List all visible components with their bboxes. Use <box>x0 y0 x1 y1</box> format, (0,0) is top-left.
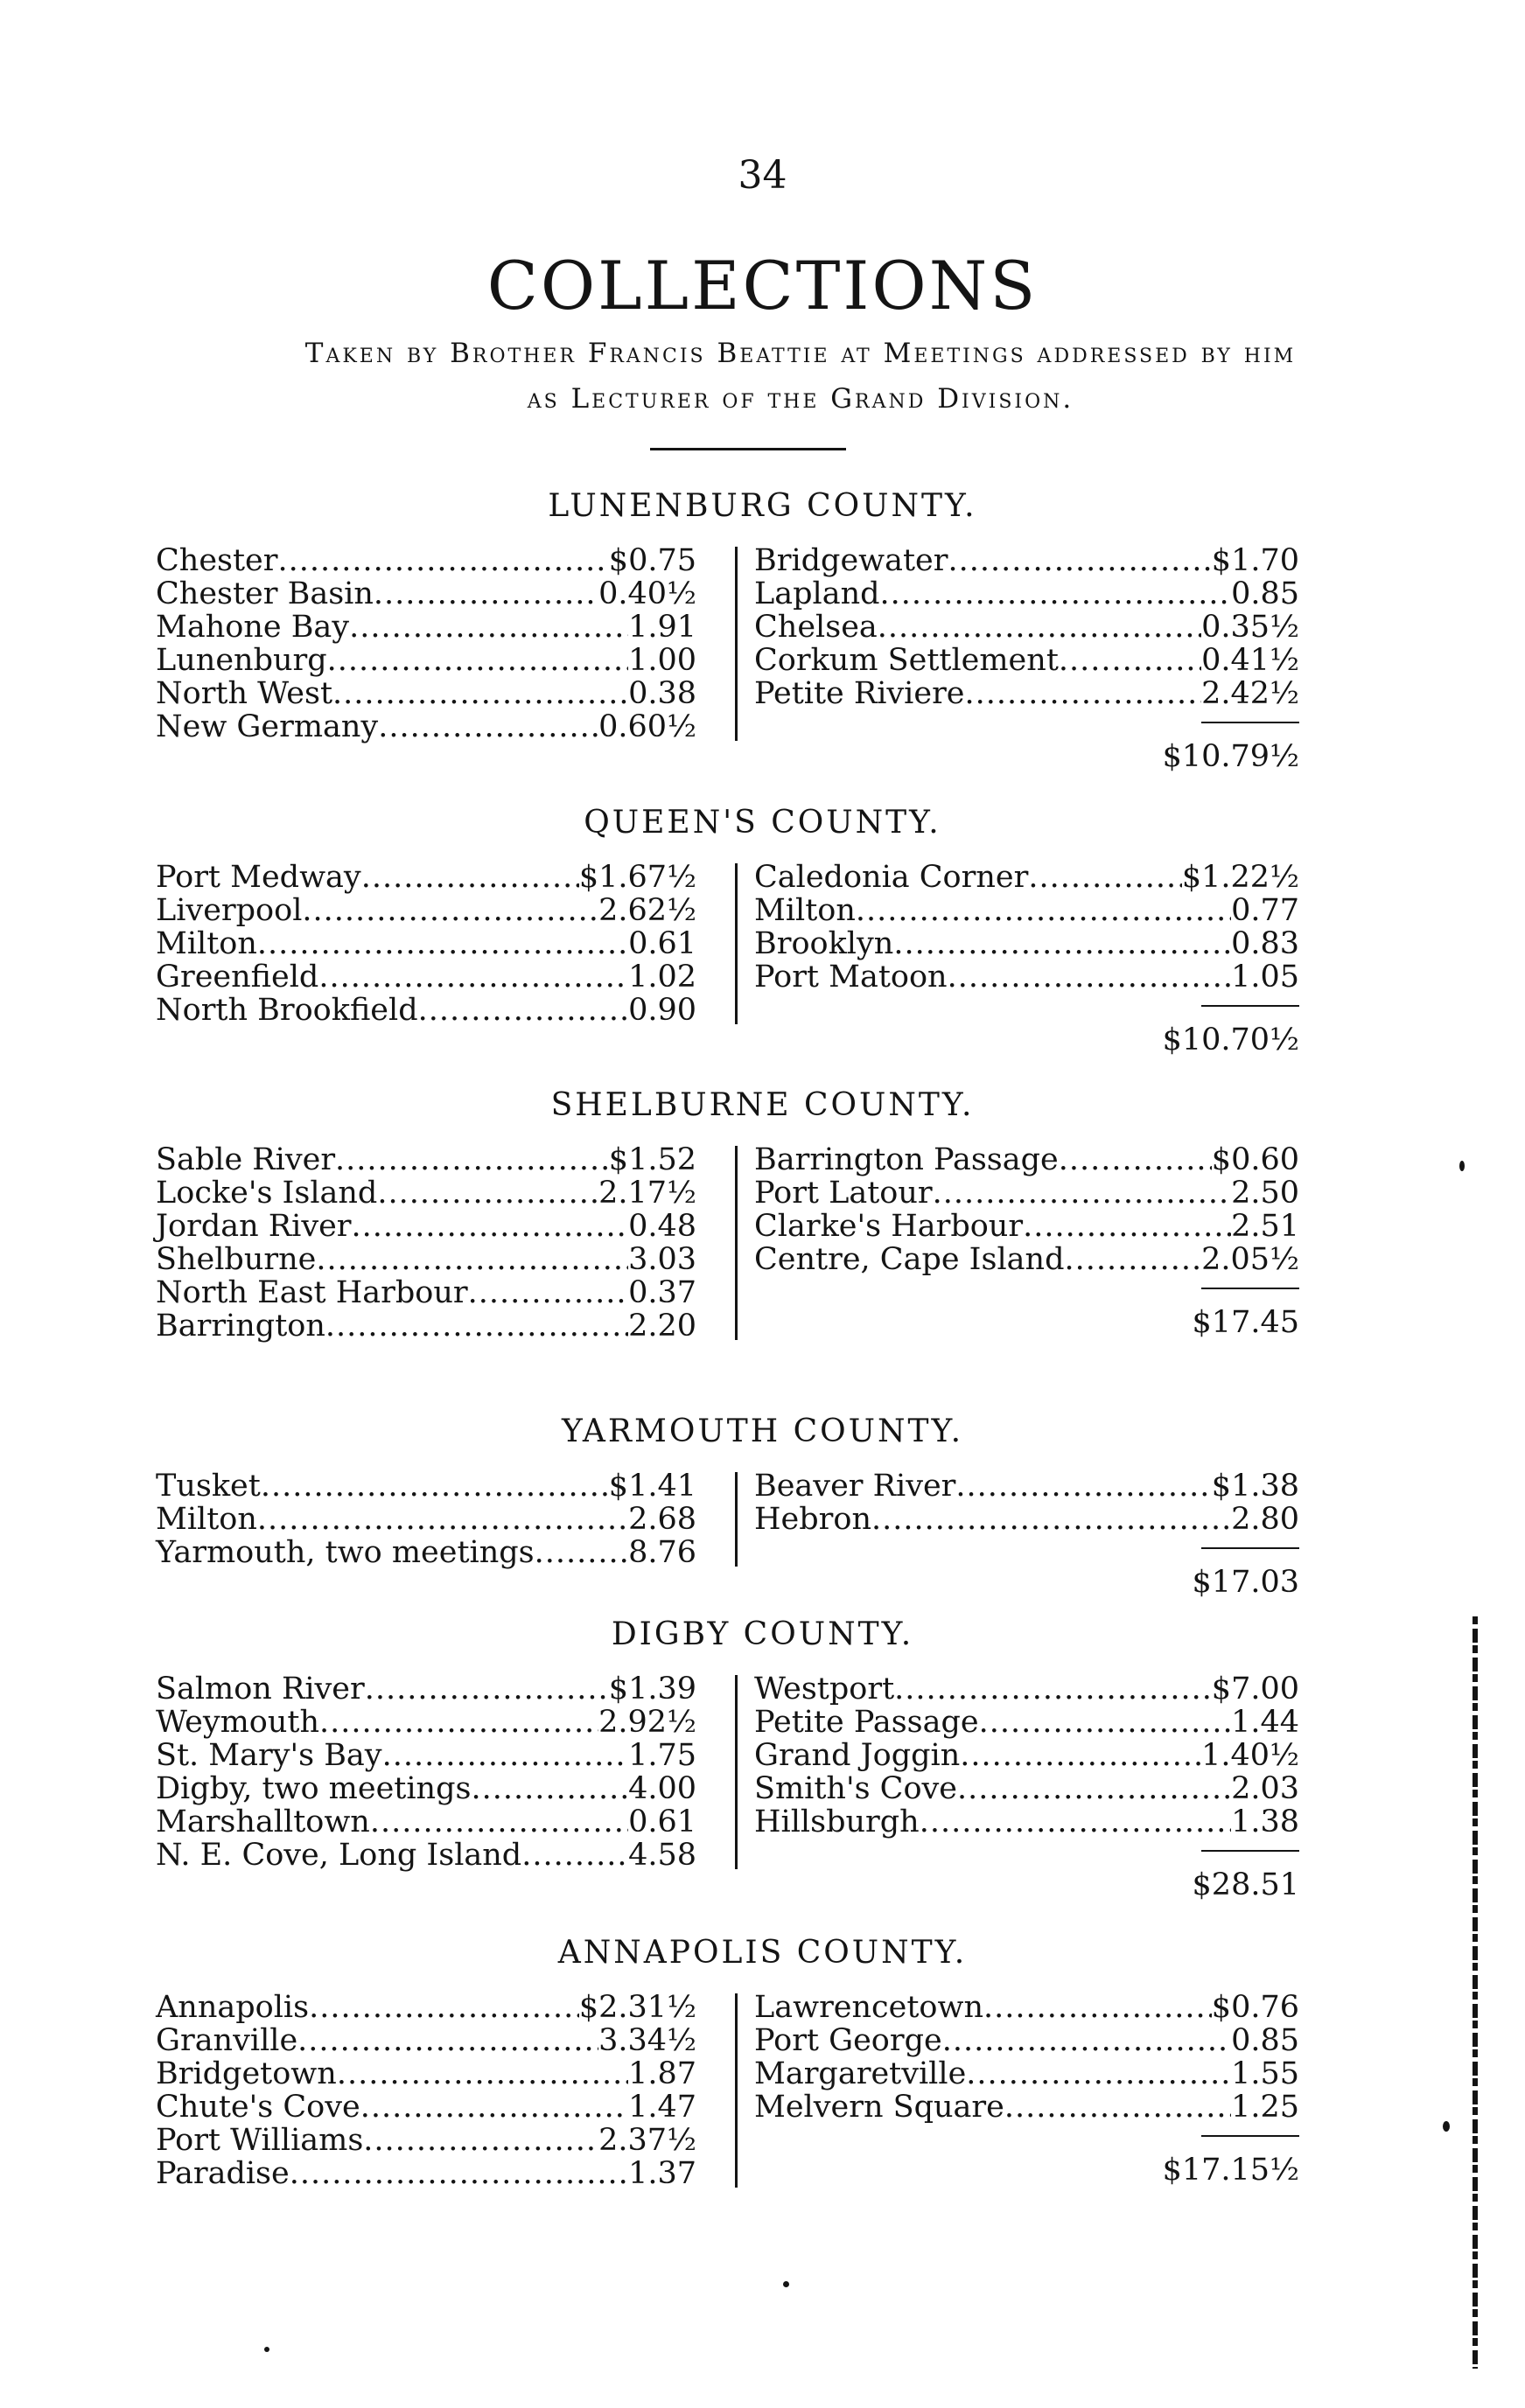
amount: 0.37 <box>628 1275 696 1310</box>
collection-entry <box>754 1804 1299 1838</box>
county-total: $17.03 <box>1192 1565 1299 1600</box>
place-name: Hebron <box>754 1502 871 1537</box>
amount: 2.68 <box>628 1502 696 1537</box>
column-divider <box>735 1993 738 2188</box>
collection-entry <box>754 643 1299 676</box>
collection-entry <box>754 1176 1299 1209</box>
place-name: New Germany <box>156 709 379 744</box>
amount: $1.70 <box>1211 543 1299 578</box>
dot-leader <box>878 610 1201 645</box>
county-total: $28.51 <box>1192 1867 1299 1902</box>
dot-leader <box>361 860 579 895</box>
amount: 2.42½ <box>1201 676 1299 711</box>
collection-entry <box>156 1209 696 1242</box>
dot-leader <box>349 610 628 645</box>
dot-leader <box>948 960 1231 995</box>
collection-entry <box>156 960 696 993</box>
scan-speck <box>1459 1161 1465 1171</box>
county-heading: QUEEN'S COUNTY. <box>584 805 941 841</box>
collection-entry <box>156 1738 696 1771</box>
amount: 2.20 <box>628 1309 696 1344</box>
page-title: COLLECTIONS <box>486 247 1039 325</box>
amount: 4.00 <box>628 1771 696 1806</box>
place-name: Chelsea <box>754 610 878 645</box>
dot-leader <box>1004 2090 1231 2125</box>
place-name: Margaretville <box>754 2056 967 2091</box>
amount: 1.02 <box>628 960 696 995</box>
dot-leader <box>871 1502 1231 1537</box>
place-name: Salmon River <box>156 1672 365 1707</box>
collection-entry <box>754 1469 1299 1502</box>
collection-entry <box>754 576 1299 610</box>
collection-entry <box>156 1242 696 1275</box>
place-name: Clarke's Harbour <box>754 1209 1024 1244</box>
place-name: Lawrencetown <box>754 1990 984 2025</box>
collection-entry <box>156 1275 696 1309</box>
amount: 2.62½ <box>598 893 696 928</box>
amount: 2.03 <box>1231 1771 1299 1806</box>
dot-leader <box>337 2056 628 2091</box>
collection-entry <box>156 2156 696 2189</box>
place-name: Lunenburg <box>156 643 327 678</box>
dot-leader <box>893 926 1231 961</box>
amount: $7.00 <box>1211 1672 1299 1707</box>
amount: 0.83 <box>1231 926 1299 961</box>
place-name: North West <box>156 676 333 711</box>
collection-entry <box>754 2090 1299 2123</box>
page-subtitle <box>262 331 1339 422</box>
dot-leader <box>365 1672 609 1707</box>
amount: 0.90 <box>628 993 696 1028</box>
amount: $2.31½ <box>578 1990 696 2025</box>
total-rule <box>1201 1547 1299 1549</box>
dot-leader <box>965 676 1202 711</box>
amount: 0.85 <box>1231 2023 1299 2058</box>
amount: 1.55 <box>1231 2056 1299 2091</box>
amount: 1.44 <box>1231 1705 1299 1740</box>
collection-entry <box>156 1990 696 2023</box>
amount: 2.80 <box>1231 1502 1299 1537</box>
amount: 0.77 <box>1231 893 1299 928</box>
dot-leader <box>278 543 609 578</box>
amount: 1.47 <box>628 2090 696 2125</box>
place-name: Yarmouth, two meetings <box>156 1535 535 1570</box>
place-name: Jordan River <box>156 1209 352 1244</box>
place-name: Annapolis <box>156 1990 310 2025</box>
dot-leader <box>983 1990 1212 2025</box>
collection-entry <box>156 1705 696 1738</box>
collection-entry <box>754 676 1299 709</box>
collection-entry <box>156 676 696 709</box>
dot-leader <box>374 576 598 611</box>
collection-entry <box>156 1176 696 1209</box>
amount: 1.25 <box>1231 2090 1299 2125</box>
dot-leader <box>318 960 628 995</box>
collection-list-left <box>156 1990 696 2189</box>
dot-leader <box>360 2090 628 2125</box>
county-heading: YARMOUTH COUNTY. <box>561 1413 964 1449</box>
collection-entry <box>754 926 1299 960</box>
column-divider <box>735 863 738 1024</box>
place-name: Mahone Bay <box>156 610 350 645</box>
collection-entry <box>156 860 696 893</box>
dot-leader <box>382 1738 628 1773</box>
column-divider <box>735 1675 738 1869</box>
dot-leader <box>418 993 628 1028</box>
collection-entry <box>754 1502 1299 1535</box>
scan-speck <box>783 2281 789 2287</box>
dot-leader <box>960 1738 1201 1773</box>
collection-entry <box>754 1771 1299 1804</box>
collection-entry <box>754 893 1299 926</box>
collection-entry <box>754 1705 1299 1738</box>
place-name: Chester Basin <box>156 576 374 611</box>
total-rule <box>1201 1850 1299 1852</box>
place-name: Petite Passage <box>754 1705 979 1740</box>
amount: $1.22½ <box>1181 860 1299 895</box>
place-name: Westport <box>754 1672 895 1707</box>
place-name: Tusket <box>156 1469 261 1504</box>
total-rule <box>1201 1005 1299 1007</box>
dot-leader <box>1059 1142 1212 1177</box>
amount: 2.51 <box>1231 1209 1299 1244</box>
dot-leader <box>370 1804 628 1839</box>
place-name: Port Williams <box>156 2123 364 2158</box>
collection-entry <box>156 2123 696 2156</box>
amount: 0.35½ <box>1201 610 1299 645</box>
collection-list-right <box>754 860 1299 993</box>
county-total: $17.15½ <box>1162 2153 1299 2188</box>
county-heading: ANNAPOLIS COUNTY. <box>557 1935 968 1971</box>
dot-leader <box>319 1705 598 1740</box>
amount: 0.61 <box>628 1804 696 1839</box>
place-name: Greenfield <box>156 960 319 995</box>
dot-leader <box>942 2023 1231 2058</box>
amount: $0.60 <box>1211 1142 1299 1177</box>
collection-entry <box>156 1804 696 1838</box>
amount: 3.34½ <box>598 2023 696 2058</box>
place-name: Milton <box>156 1502 257 1537</box>
collection-entry <box>754 1738 1299 1771</box>
amount: 2.17½ <box>598 1176 696 1211</box>
place-name: Grand Joggin <box>754 1738 961 1773</box>
place-name: St. Mary's Bay <box>156 1738 382 1773</box>
place-name: Weymouth <box>156 1705 320 1740</box>
place-name: Locke's Island <box>156 1176 378 1211</box>
dot-leader <box>290 2156 628 2191</box>
place-name: Chute's Cove <box>156 2090 360 2125</box>
amount: 0.41½ <box>1201 643 1299 678</box>
dot-leader <box>325 1309 628 1344</box>
amount: 1.75 <box>628 1738 696 1773</box>
place-name: Barrington Passage <box>754 1142 1059 1177</box>
place-name: Beaver River <box>754 1469 956 1504</box>
place-name: Digby, two meetings <box>156 1771 472 1806</box>
collection-entry <box>754 1990 1299 2023</box>
collection-entry <box>156 543 696 576</box>
place-name: Liverpool <box>156 893 303 928</box>
dot-leader <box>327 643 628 678</box>
amount: 8.76 <box>628 1535 696 1570</box>
county-total: $17.45 <box>1192 1305 1299 1340</box>
collection-entry <box>156 1838 696 1871</box>
amount: 1.38 <box>1231 1804 1299 1839</box>
place-name: N. E. Cove, Long Island <box>156 1838 522 1873</box>
place-name: Melvern Square <box>754 2090 1004 2125</box>
collection-entry <box>156 576 696 610</box>
dot-leader <box>1023 1209 1231 1244</box>
dot-leader <box>955 1469 1211 1504</box>
total-rule <box>1201 1288 1299 1289</box>
dot-leader <box>332 676 628 711</box>
county-heading: SHELBURNE COUNTY. <box>550 1087 975 1123</box>
place-name: Granville <box>156 2023 298 2058</box>
dot-leader <box>933 1176 1231 1211</box>
dot-leader <box>957 1771 1231 1806</box>
dot-leader <box>378 709 598 744</box>
place-name: Chester <box>156 543 278 578</box>
dot-leader <box>468 1275 628 1310</box>
subtitle-line-1: Taken by Brother Francis Beattie at Meetings addressed by him <box>304 338 1297 369</box>
dot-leader <box>979 1705 1231 1740</box>
dot-leader <box>966 2056 1231 2091</box>
dot-leader <box>535 1535 628 1570</box>
place-name: Bridgetown <box>156 2056 337 2091</box>
amount: $1.52 <box>608 1142 696 1177</box>
collection-list-left <box>156 1672 696 1871</box>
amount: 1.05 <box>1231 960 1299 995</box>
collection-entry <box>156 2090 696 2123</box>
collection-entry <box>156 610 696 643</box>
place-name: Centre, Cape Island <box>754 1242 1065 1277</box>
collection-entry <box>156 2056 696 2090</box>
amount: 1.40½ <box>1201 1738 1299 1773</box>
amount: 4.58 <box>628 1838 696 1873</box>
scan-edge-artifact <box>1473 1616 1478 2369</box>
amount: 0.61 <box>628 926 696 961</box>
dot-leader <box>302 893 598 928</box>
page-number: 34 <box>738 153 787 198</box>
dot-leader <box>316 1242 628 1277</box>
dot-leader <box>352 1209 629 1244</box>
dot-leader <box>521 1838 628 1873</box>
amount: 1.00 <box>628 643 696 678</box>
place-name: Milton <box>156 926 257 961</box>
dot-leader <box>471 1771 628 1806</box>
collection-entry <box>754 1209 1299 1242</box>
dot-leader <box>297 2023 598 2058</box>
collection-entry <box>754 2056 1299 2090</box>
place-name: Caledonia Corner <box>754 860 1029 895</box>
amount: $1.39 <box>608 1672 696 1707</box>
collection-entry <box>156 1142 696 1176</box>
dot-leader <box>920 1804 1231 1839</box>
amount: $1.67½ <box>578 860 696 895</box>
place-name: Port Latour <box>754 1176 933 1211</box>
collection-entry <box>156 1672 696 1705</box>
dot-leader <box>261 1469 609 1504</box>
collection-entry <box>156 2023 696 2056</box>
amount: 0.60½ <box>598 709 696 744</box>
place-name: Petite Riviere <box>754 676 965 711</box>
county-total: $10.79½ <box>1162 739 1299 774</box>
column-divider <box>735 1472 738 1567</box>
collection-entry <box>754 860 1299 893</box>
dot-leader <box>335 1142 609 1177</box>
county-heading: LUNENBURG COUNTY. <box>548 488 977 524</box>
place-name: North East Harbour <box>156 1275 468 1310</box>
collection-list-left <box>156 860 696 1026</box>
collection-entry <box>156 993 696 1026</box>
amount: 0.40½ <box>598 576 696 611</box>
place-name: Smith's Cove <box>754 1771 958 1806</box>
collection-entry <box>754 610 1299 643</box>
collection-entry <box>156 643 696 676</box>
dot-leader <box>948 543 1212 578</box>
place-name: Hillsburgh <box>754 1804 920 1839</box>
amount: $0.75 <box>608 543 696 578</box>
collection-list-right <box>754 1990 1299 2123</box>
amount: 3.03 <box>628 1242 696 1277</box>
collection-entry <box>156 926 696 960</box>
collection-entry <box>754 1142 1299 1176</box>
county-total: $10.70½ <box>1162 1023 1299 1057</box>
dot-leader <box>309 1990 579 2025</box>
place-name: Shelburne <box>156 1242 317 1277</box>
place-name: Port George <box>754 2023 942 2058</box>
amount: 1.37 <box>628 2156 696 2191</box>
dot-leader <box>856 893 1231 928</box>
amount: 0.85 <box>1231 576 1299 611</box>
amount: 1.87 <box>628 2056 696 2091</box>
collection-list-right <box>754 543 1299 709</box>
amount: 2.92½ <box>598 1705 696 1740</box>
place-name: Brooklyn <box>754 926 894 961</box>
dot-leader <box>1059 643 1201 678</box>
place-name: Barrington <box>156 1309 325 1344</box>
amount: 0.48 <box>628 1209 696 1244</box>
total-rule <box>1201 722 1299 723</box>
collection-entry <box>156 1469 696 1502</box>
dot-leader <box>257 926 628 961</box>
total-rule <box>1201 2135 1299 2137</box>
place-name: Port Matoon <box>754 960 948 995</box>
collection-entry <box>754 543 1299 576</box>
collection-entry <box>754 960 1299 993</box>
collection-list-right <box>754 1672 1299 1838</box>
dot-leader <box>1028 860 1182 895</box>
place-name: Milton <box>754 893 856 928</box>
place-name: Lapland <box>754 576 880 611</box>
amount: $1.38 <box>1211 1469 1299 1504</box>
amount: 0.38 <box>628 676 696 711</box>
column-divider <box>735 1146 738 1340</box>
collection-entry <box>156 1309 696 1342</box>
collection-list-left <box>156 543 696 743</box>
collection-entry <box>754 1672 1299 1705</box>
dot-leader <box>363 2123 598 2158</box>
amount: $0.76 <box>1211 1990 1299 2025</box>
county-heading: DIGBY COUNTY. <box>611 1616 914 1652</box>
place-name: Sable River <box>156 1142 336 1177</box>
place-name: Paradise <box>156 2156 290 2191</box>
collection-list-left <box>156 1142 696 1342</box>
dot-leader <box>880 576 1232 611</box>
collection-entry <box>754 1242 1299 1275</box>
amount: 2.50 <box>1231 1176 1299 1211</box>
collection-entry <box>754 2023 1299 2056</box>
collection-entry <box>156 1771 696 1804</box>
scan-speck <box>1443 2121 1450 2132</box>
collection-list-left <box>156 1469 696 1568</box>
dot-leader <box>1064 1242 1201 1277</box>
column-divider <box>735 547 738 741</box>
title-rule <box>650 448 846 450</box>
scan-speck <box>264 2347 269 2352</box>
collection-list-right <box>754 1469 1299 1535</box>
collection-entry <box>156 893 696 926</box>
amount: 1.91 <box>628 610 696 645</box>
place-name: Bridgewater <box>754 543 948 578</box>
place-name: North Brookfield <box>156 993 418 1028</box>
place-name: Port Medway <box>156 860 361 895</box>
dot-leader <box>377 1176 598 1211</box>
place-name: Marshalltown <box>156 1804 370 1839</box>
collection-entry <box>156 1502 696 1535</box>
amount: 2.37½ <box>598 2123 696 2158</box>
dot-leader <box>257 1502 628 1537</box>
collection-entry <box>156 1535 696 1568</box>
amount: 2.05½ <box>1201 1242 1299 1277</box>
collection-entry <box>156 709 696 743</box>
amount: $1.41 <box>608 1469 696 1504</box>
collection-list-right <box>754 1142 1299 1275</box>
subtitle-line-2: as Lecturer of the Grand Division. <box>527 383 1074 415</box>
place-name: Corkum Settlement <box>754 643 1059 678</box>
dot-leader <box>894 1672 1212 1707</box>
